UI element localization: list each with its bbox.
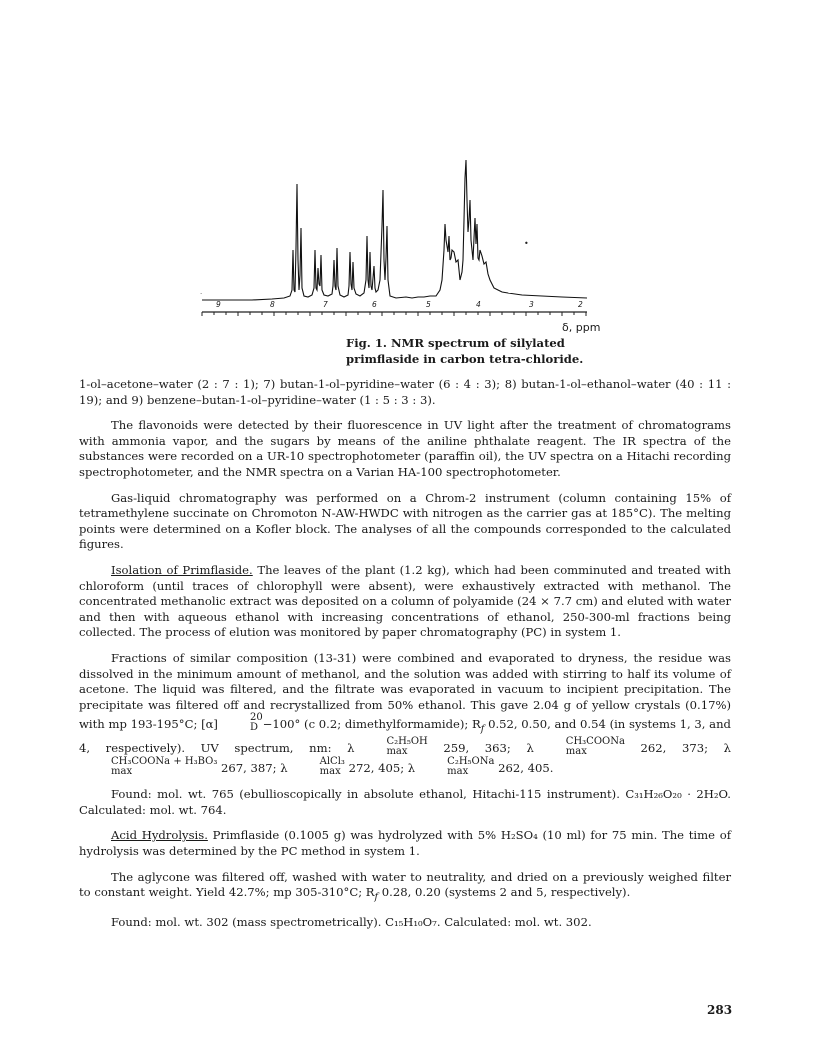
uv-lambda-5-sub: max	[447, 766, 469, 778]
uv-lambda-3	[79, 757, 217, 777]
fractions-text-c: 0.52, 0.50, and 0.54 (in systems 1, 3, and 4, respectively). UV spectrum, nm: λ	[79, 717, 731, 756]
paragraph-isolation	[79, 563, 731, 641]
nmr-spectrum-figure	[192, 140, 612, 340]
uv-lambda-2-sup: CH₃COONa	[565, 736, 625, 748]
peak-marker: •	[524, 239, 529, 248]
tick-label-7: 7	[323, 300, 328, 309]
paragraph-found-302: Found: mol. wt. 302 (mass spectrometrically). C₁₅H₁₀O₇. Calculated: mol. wt. 302.	[111, 915, 592, 930]
figure-caption: Fig. 1. NMR spectrum of silylated primflaside in carbon tetra-chloride.	[346, 336, 584, 366]
paragraph-aglycone	[79, 870, 731, 906]
axis-label-ppm: δ, ppm	[562, 321, 601, 334]
paragraph-detection: The flavonoids were detected by their fluorescence in UV light after the treatment of chromatograms with ammonia vapor, and the sugars by means of the aniline phthalate reagent. The IR spectra of the substances were recorded on a UR-10 spectrophotometer (paraffin oil), the UV spectra on a Hitachi recording spectrophotometer, and the NMR spectra on a Varian HA-100 spectrophotometer.	[79, 418, 731, 479]
stray-mark: .	[200, 288, 203, 296]
paragraph-solvent-systems: 1-ol–acetone–water (2 : 7 : 1); 7) butan-1-ol–pyridine–water (6 : 4 : 3); 8) butan-1-ol–ethanol–water (40 : 11 : 19); and 9) benzene–butan-1-ol–pyridine–water (1 : 5 : 3 : 3).	[79, 377, 731, 407]
uv-lambda-4	[288, 757, 345, 777]
uv-lambda-3-sup: CH₃COONa + H₃BO₃	[111, 756, 218, 768]
tick-label-9: 9	[216, 300, 221, 309]
uv-lambda-1-sub: max	[386, 746, 408, 758]
alpha-d-notation	[218, 713, 263, 733]
aglycone-text-a: The aglycone was filtered off, washed with water to neutrality, and dried on a previously weighed filter to constant weight. Yield 42.7%; mp 305-310°C; R	[79, 869, 731, 900]
nmr-spectrum-trace	[202, 160, 587, 300]
uv-lambda-5	[415, 757, 494, 777]
alpha-sub: D	[249, 722, 258, 734]
tick-label-2: 2	[578, 300, 583, 309]
tick-label-4: 4	[476, 300, 481, 309]
paragraph-found-765: Found: mol. wt. 765 (ebullioscopically in absolute ethanol, Hitachi-115 instrument). C₃₁H₂₆O₂₀ · 2H₂O. Calculated: mol. wt. 764.	[79, 787, 731, 817]
uv-lambda-3-sub: max	[111, 766, 133, 778]
uv-lambda-4-sup: AlCl₃	[319, 756, 345, 768]
tick-label-6: 6	[372, 300, 377, 309]
paragraph-acid-hydrolysis	[79, 828, 731, 859]
uv-values-2: 262, 373; λ	[624, 741, 731, 756]
heading-isolation: Isolation of Primflaside.	[111, 562, 253, 577]
spectrum-ticks	[202, 312, 586, 316]
body-text	[79, 377, 731, 941]
uv-values-3: 267, 387; λ	[217, 761, 288, 776]
tick-label-3: 3	[529, 300, 534, 309]
uv-lambda-1-sup: C₂H₅OH	[386, 736, 428, 748]
isolation-text: The leaves of the plant (1.2 kg), which had been comminuted and treated with chloroform (until traces of chlorophyll were absent), were exhaustively extracted with methanol. The concentrated methanolic extract was deposited on a column of polyamide (24 × 7.7 cm) and eluted with water and then with aqueous ethanol with increasing concentrations of ethanol, 250-300-ml fractions being collected. The process of elution was monitored by paper chromatography (PC) in system 1.	[79, 562, 732, 640]
uv-lambda-5-sup: C₂H₅ONa	[447, 756, 495, 768]
rf-sub: f	[480, 723, 485, 735]
uv-lambda-4-sub: max	[319, 766, 341, 778]
uv-lambda-2	[534, 737, 625, 757]
tick-label-5: 5	[426, 300, 431, 309]
fractions-text-b: −100° (c 0.2; dimethylformamide); R	[262, 717, 481, 732]
alpha-sup: 20	[249, 712, 263, 724]
paragraph-gas-chromatography: Gas-liquid chromatography was performed on a Chrom-2 instrument (column containing 15% of tetramethylene succinate on Chromoton N-AW-HWDC with nitrogen as the carrier gas at 185°C). The melting points were determined on a Kofler block. The analyses of all the compounds corresponded to the calculated figures.	[79, 490, 731, 552]
uv-values-5: 262, 405.	[494, 761, 554, 776]
acid-hydrolysis-text: Primflaside (0.1005 g) was hydrolyzed with 5% H₂SO₄ (10 ml) for 75 min. The time of hydrolysis was determined by the PC method in system 1.	[79, 828, 731, 858]
tick-label-8: 8	[270, 300, 275, 309]
uv-lambda-2-sub: max	[565, 746, 587, 758]
heading-acid-hydrolysis: Acid Hydrolysis.	[111, 828, 208, 843]
nmr-spectrum-plot	[192, 140, 612, 340]
aglycone-text-b: 0.28, 0.20 (systems 2 and 5, respectively).	[378, 885, 631, 900]
paragraph-fractions	[79, 651, 731, 777]
uv-lambda-1	[354, 737, 427, 757]
aglycone-rf-sub: f	[374, 891, 379, 903]
uv-values-1: 259, 363; λ	[427, 741, 534, 756]
uv-values-4: 272, 405; λ	[344, 761, 416, 776]
page-number: 283	[707, 1003, 733, 1017]
fractions-text-a: Fractions of similar composition (13-31) were combined and evaporated to dryness, the residue was dissolved in the minimum amount of methanol, and the solution was added with stirring to half its volume of acetone. The liquid was filtered, and the filtrate was evaporated in vacuum to incipient precipitation. The precipitate was filtered off and recrystallized from 50% ethanol. This gave 2.04 g of yellow crystals (0.17%) with mp 193-195°C; [α]	[79, 650, 731, 732]
